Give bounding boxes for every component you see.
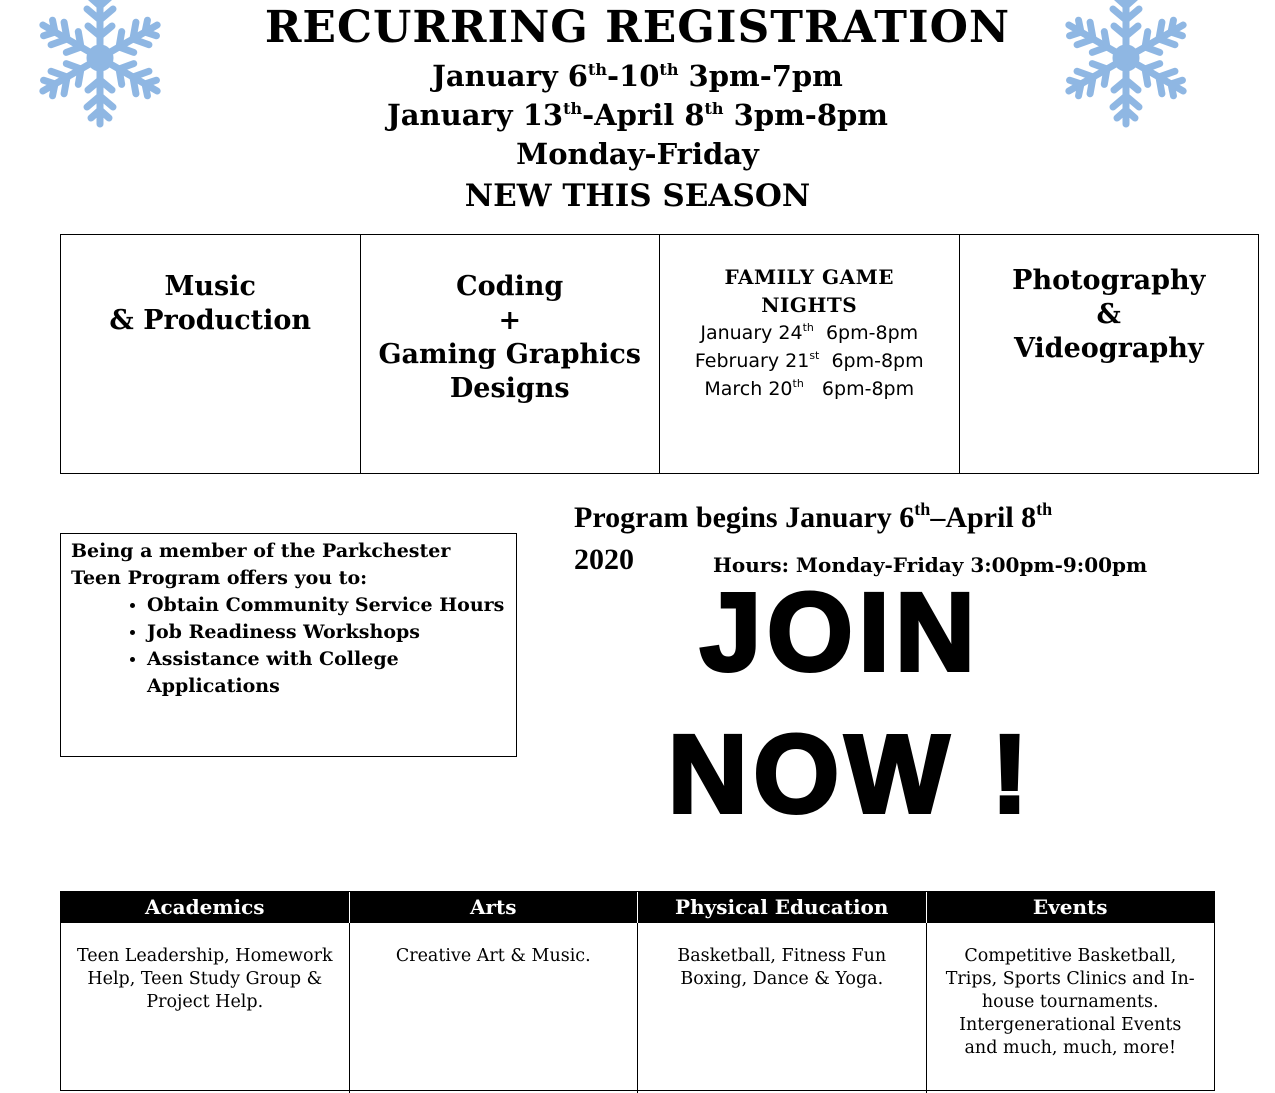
program-music-line: Music <box>164 271 256 302</box>
program-coding-line: + <box>498 305 522 336</box>
program-photo-line: Photography <box>1012 265 1206 296</box>
column-header: Physical Education <box>638 892 927 923</box>
list-item: • Obtain Community Service Hours <box>147 592 506 619</box>
days-line: Monday-Friday <box>516 137 759 171</box>
program-photo-line: Videography <box>1013 333 1204 364</box>
page-title: RECURRING REGISTRATION <box>264 2 1011 53</box>
family-heading: NIGHTS <box>761 293 858 317</box>
list-item: • Job Readiness Workshops <box>147 619 506 646</box>
program-hours: Hours: Monday-Friday 3:00pm-9:00pm <box>713 553 1148 577</box>
program-coding-line: Designs <box>449 373 570 404</box>
date-line-1: January 6th-10th 3pm-7pm <box>432 59 843 93</box>
family-date: February 21st 6pm-8pm <box>694 349 924 372</box>
table-cell: Teen Leadership, Homework Help, Teen Study Group & Project Help. <box>61 923 350 1093</box>
program-photography <box>960 235 1259 473</box>
family-date: March 20th 6pm-8pm <box>704 377 915 400</box>
list-item: • Assistance with College Applications <box>147 646 506 700</box>
family-heading: FAMILY GAME <box>724 265 895 289</box>
program-coding-line: Coding <box>456 271 564 302</box>
column-header: Events <box>1032 895 1108 919</box>
column-header: Academics <box>61 892 350 923</box>
join-heading: JOIN <box>700 571 981 694</box>
program-coding <box>361 235 661 473</box>
categories-table <box>60 891 1215 1091</box>
table-cell: Creative Art & Music. <box>350 923 639 1093</box>
program-family-game-nights <box>660 235 960 473</box>
table-cell: Competitive Basketball, Trips, Sports Clinics and In-house tournaments. Intergenerational Events and much, much, more! <box>945 946 1195 1058</box>
member-intro: Being a member of the Parkchester Teen Program offers you to: <box>71 540 451 589</box>
program-coding-line: Gaming Graphics <box>378 339 641 370</box>
table-cell: Basketball, Fitness Fun Boxing, Dance & Yoga. <box>638 923 927 1093</box>
member-benefits-box <box>60 533 517 757</box>
program-year: 2020 <box>574 543 634 576</box>
table-row <box>61 923 1214 1093</box>
program-music <box>61 235 361 473</box>
new-season-heading: NEW THIS SEASON <box>464 178 811 214</box>
program-photo-line: & <box>1096 299 1121 330</box>
now-heading: NOW ! <box>668 713 1035 836</box>
table-header-row <box>61 892 1214 923</box>
program-dates: Program begins January 6th–April 8th 2020 <box>574 497 1224 581</box>
date-line-2: January 13th-April 8th 3pm-8pm <box>387 98 888 132</box>
column-header: Arts <box>350 892 639 923</box>
benefits-list <box>71 592 506 700</box>
family-date: January 24th 6pm-8pm <box>700 321 919 344</box>
program-music-line: & Production <box>109 305 312 336</box>
new-programs-table <box>60 234 1259 474</box>
